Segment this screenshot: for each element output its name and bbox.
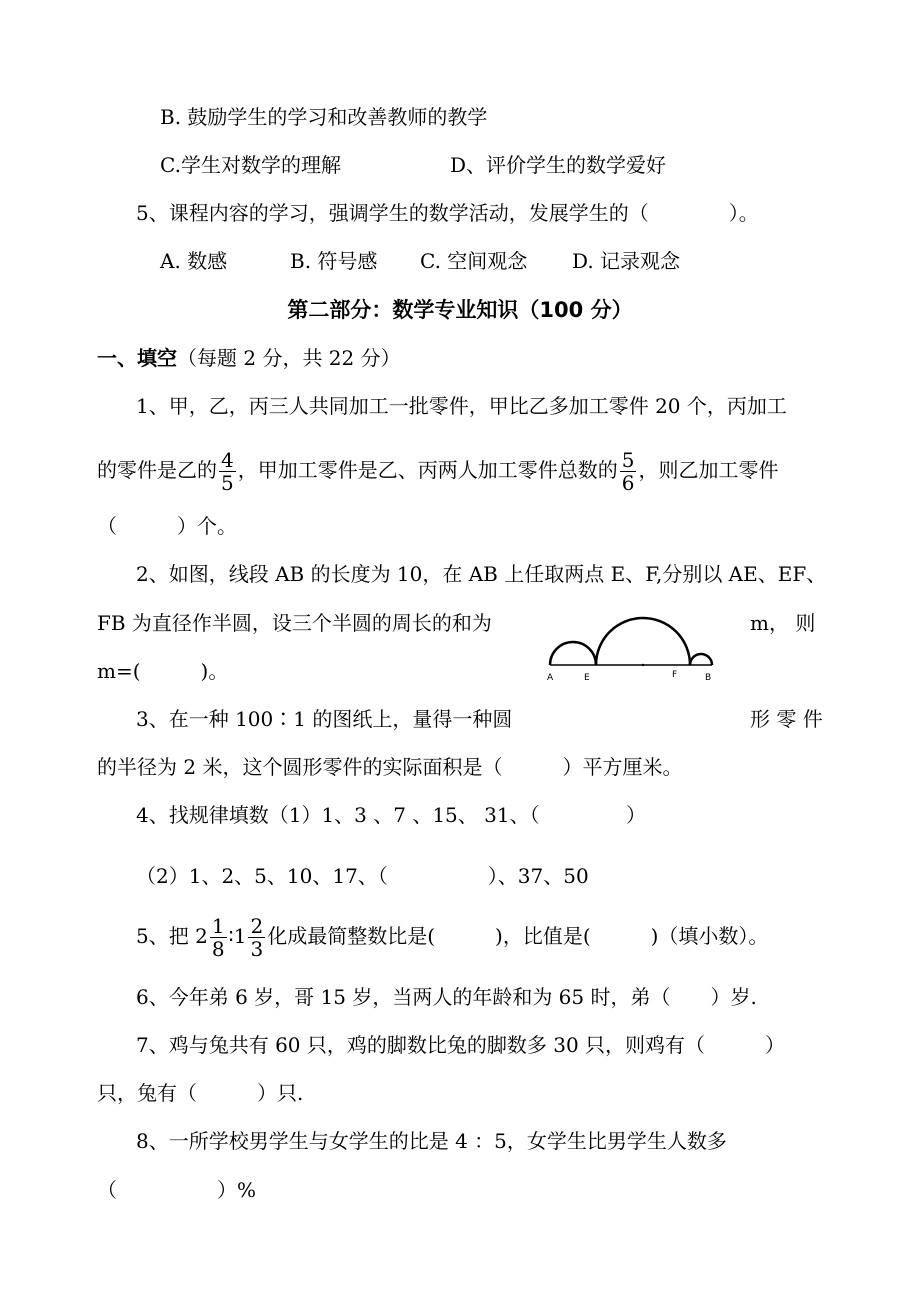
fraction-denominator: 8 [211,937,225,961]
problem-7-line-2: 只，兔有（ ）只. [97,1081,304,1105]
problem-1-text-c: ，则乙加工零件 [638,458,779,482]
problem-2-line-2a: FB 为直径作半圆，设三个半圆的周长的和为 [97,611,492,635]
problem-5-text-a: 5、把 2 [136,924,208,948]
center-dot [642,664,644,666]
problem-5-text-b: 化成最简整数比是( )，比值是( )（填小数）。 [267,924,769,948]
problem-5-ratio-sign: ∶1 [228,924,247,948]
fraction-denominator: 3 [250,937,264,961]
option-d: D、评价学生的数学爱好 [450,153,667,177]
fraction-numerator: 4 [221,448,234,472]
fraction-numerator: 2 [250,914,264,938]
section-1-title: 一、填空 [97,346,177,370]
fraction-numerator: 1 [211,914,225,938]
problem-8-line-1: 8、一所学校男学生与女学生的比是 4 ：5，女学生比男学生人数多 [136,1129,727,1153]
problem-3-line-1a: 3、在一种 100∶1 的图纸上，量得一种圆 [136,707,513,731]
semicircles-figure [545,612,720,684]
part-2-title: 第二部分：数学专业知识（100 分） [287,298,633,322]
label-f: F [672,670,678,680]
problem-6: 6、今年弟 6 岁，哥 15 岁，当两人的年龄和为 65 时，弟（ ）岁. [136,985,757,1009]
fraction-two-thirds [248,915,265,960]
q5-option-d: D. 记录观念 [572,249,681,273]
semicircle-ef [596,618,690,665]
q5-option-b: B. 符号感 [290,249,378,273]
option-b: B. 鼓励学生的学习和改善教师的教学 [160,105,488,129]
q5-option-c: C. 空间观念 [420,249,528,273]
problem-4-line-2: （2）1、2、5、10、17、（ ）、37、50 [136,864,589,888]
problem-5 [136,906,768,966]
fraction-four-fifths [219,449,236,494]
label-a: A [547,673,554,683]
problem-1-text-b: ，甲加工零件是乙、丙两人加工零件总数的 [237,458,618,482]
problem-2-line-1: 2、如图，线段 AB 的长度为 10，在 AB 上任取两点 E、F,分别以 AE、EF、 [136,562,827,586]
problem-2-line-2b: m， 则 [750,611,816,635]
semicircle-fb [690,654,712,665]
problem-4-line-1: 4、找规律填数（1）1、3 、7 、15、 31、（ ） [136,803,646,827]
problem-1-line-1: 1、甲，乙，丙三人共同加工一批零件，甲比乙多加工零件 20 个，丙加工 [136,394,787,418]
problem-8-line-2: （ ）% [97,1178,257,1202]
fraction-denominator: 6 [621,471,635,495]
question-5-stem: 5、课程内容的学习，强调学生的数学活动，发展学生的（ ）。 [136,201,759,225]
problem-2-line-3: m=( )。 [97,659,229,683]
problem-1-line-2 [97,440,778,500]
problem-7-line-1: 7、鸡与兔共有 60 只，鸡的脚数比兔的脚数多 30 只，则鸡有（ ） [136,1033,786,1057]
fraction-one-eighth [210,915,227,960]
problem-3-line-1b: 形 零 件 [750,707,823,731]
problem-3-line-2: 的半径为 2 米，这个圆形零件的实际面积是（ ）平方厘米。 [97,755,683,779]
problem-1-text-a: 的零件是乙的 [97,458,217,482]
section-1-note: （每题 2 分，共 22 分） [177,346,401,370]
section-1-heading [97,344,401,372]
label-b: B [705,673,712,683]
fraction-denominator: 5 [221,471,234,495]
semicircle-ae [550,642,596,665]
label-e: E [584,673,590,683]
fraction-five-sixths [620,449,637,494]
q5-option-a: A. 数感 [160,249,228,273]
fraction-numerator: 5 [621,448,635,472]
problem-1-line-3: （ ）个。 [97,514,237,538]
option-c: C.学生对数学的理解 [160,153,341,177]
